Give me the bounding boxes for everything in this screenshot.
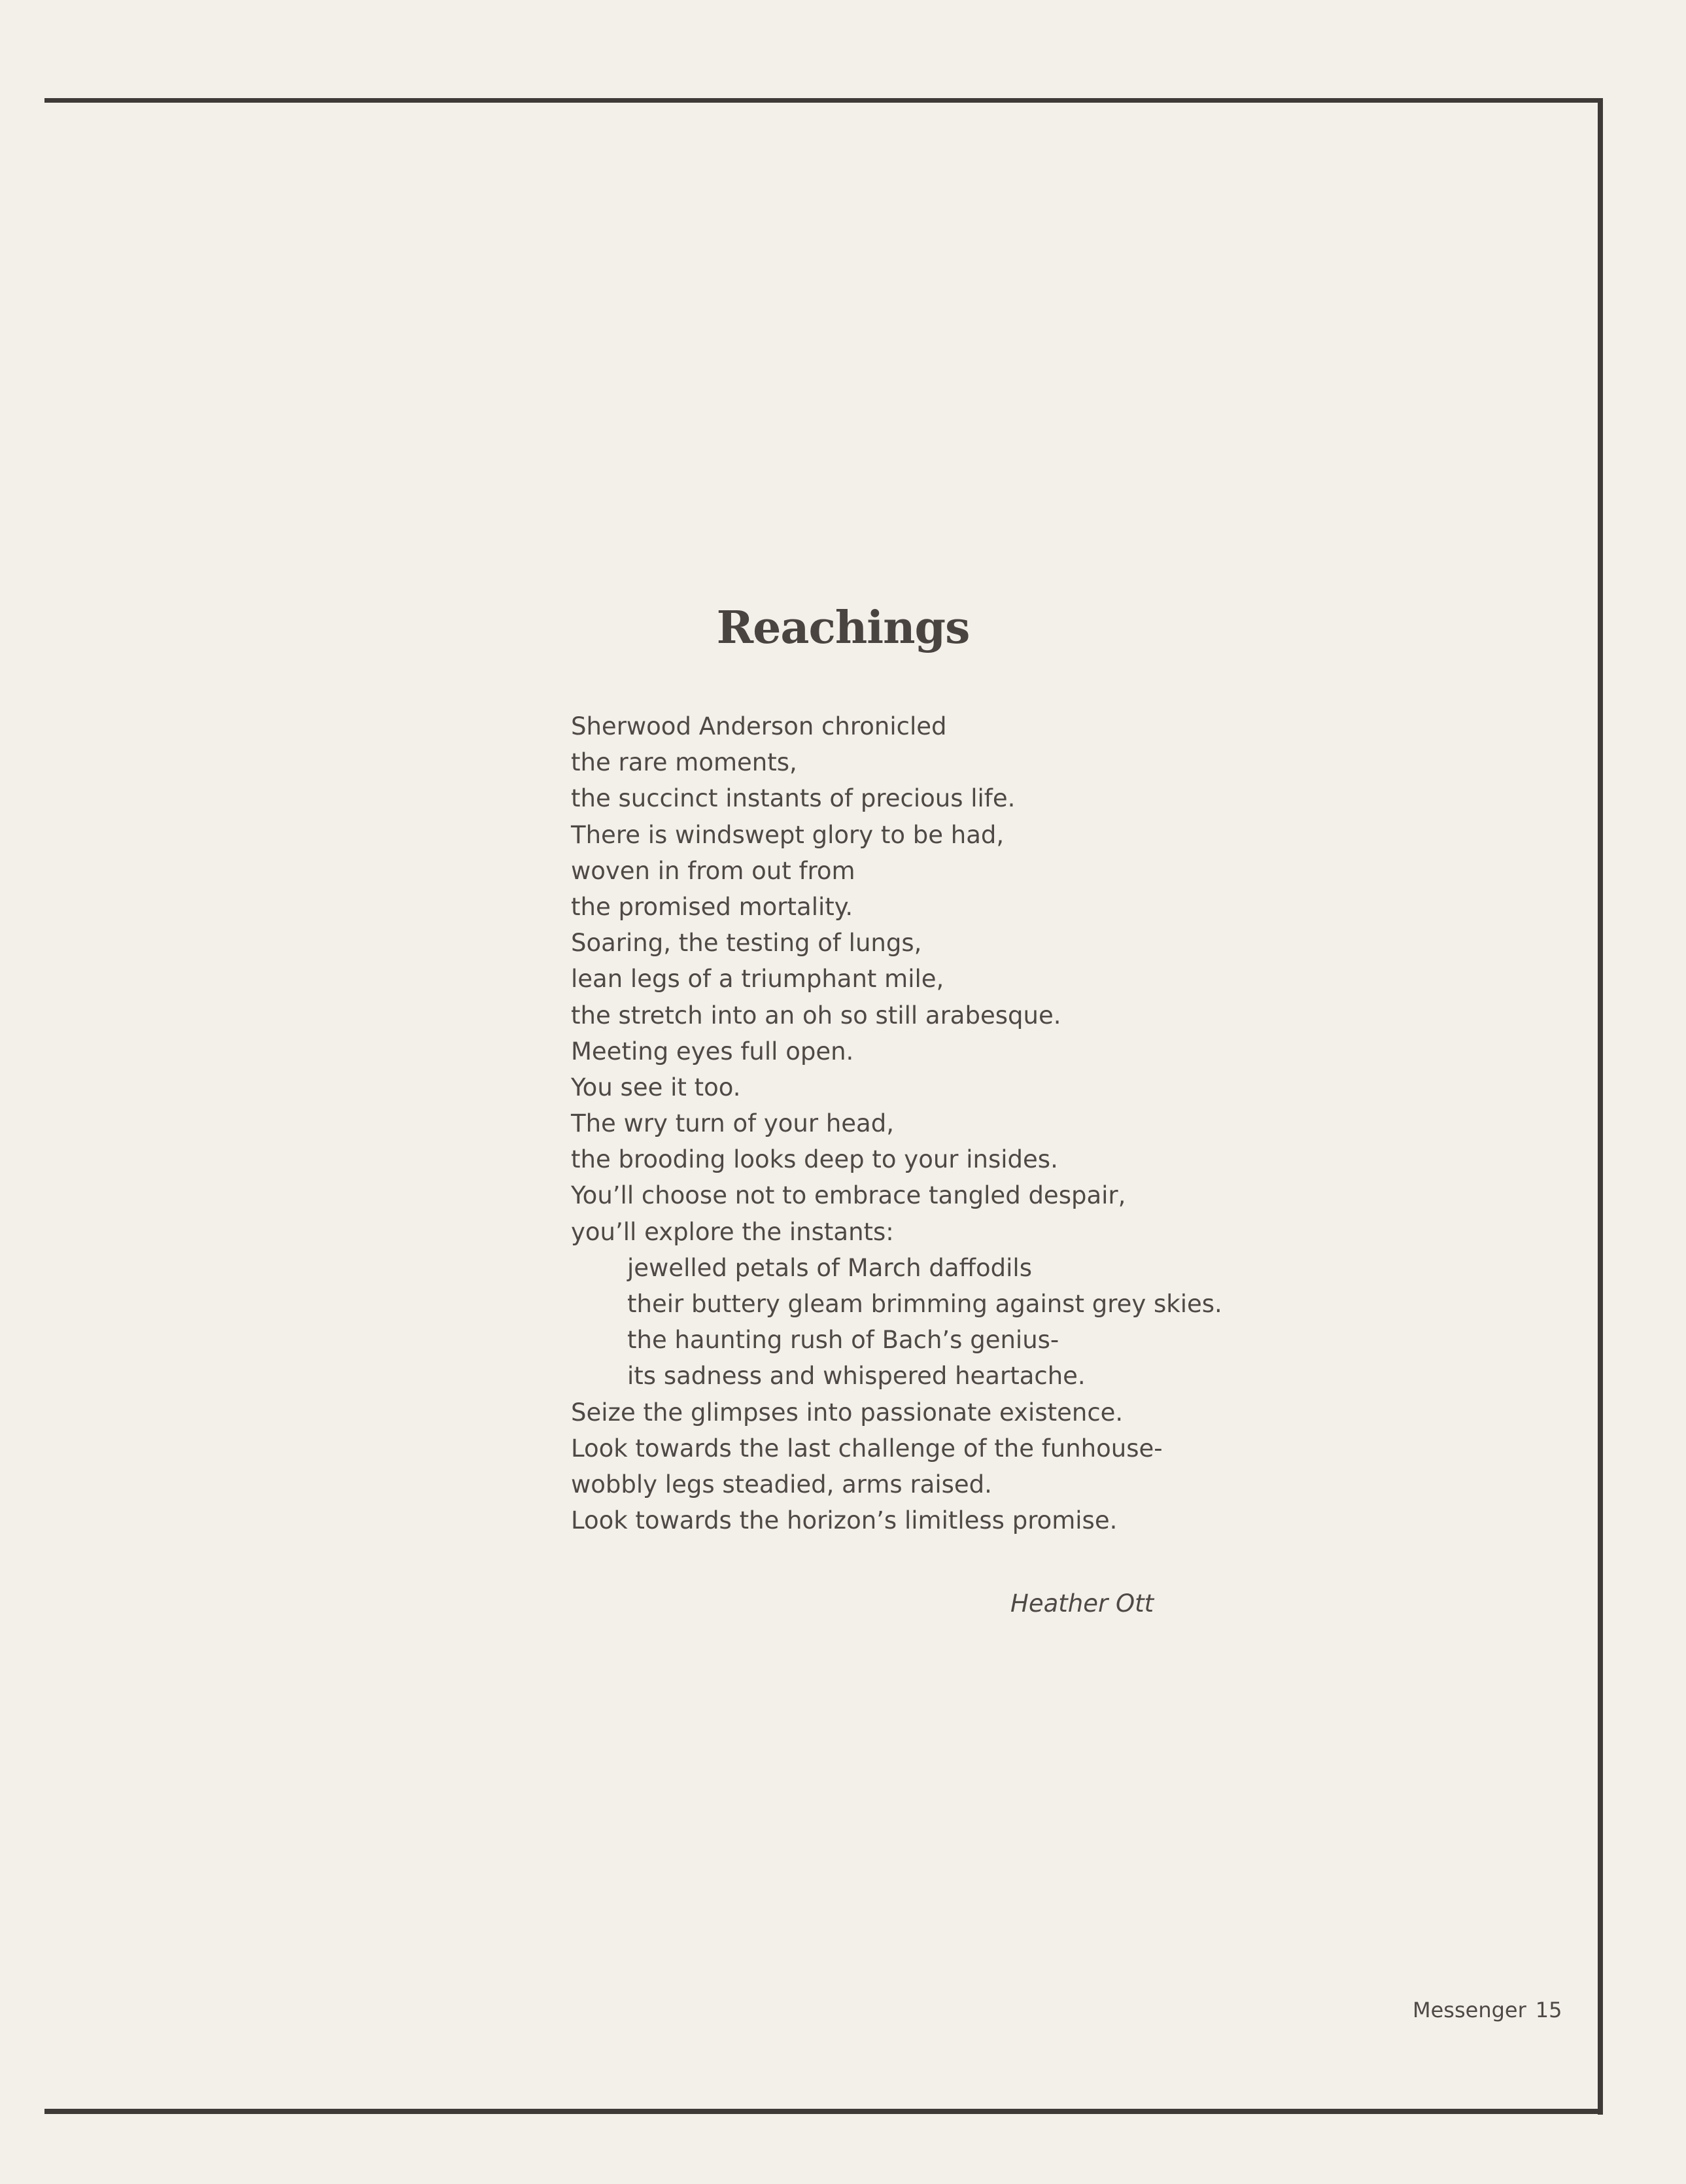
poem-line: There is windswept glory to be had, — [571, 820, 1005, 849]
poem-line: the succinct instants of precious life. — [571, 784, 1016, 813]
poem-line: The wry turn of your head, — [571, 1109, 894, 1138]
page-footer — [1413, 1998, 1562, 2022]
poem-line: You’ll choose not to embrace tangled despair, — [571, 1181, 1126, 1210]
poem-line: wobbly legs steadied, arms raised. — [571, 1470, 992, 1499]
publication-name: Messenger — [1413, 1998, 1526, 2022]
poem-line: You see it too. — [571, 1073, 741, 1101]
poem-line: Look towards the last challenge of the funhouse- — [571, 1434, 1163, 1463]
page-number: 15 — [1535, 1998, 1562, 2022]
poem-line: the brooding looks deep to your insides. — [571, 1145, 1058, 1174]
poem-title: Reachings — [716, 602, 970, 654]
poem-line: the promised mortality. — [571, 892, 853, 921]
poem-line: its sadness and whispered heartache. — [627, 1362, 1086, 1391]
poem-line: lean legs of a triumphant mile, — [571, 965, 944, 994]
poem-line: Look towards the horizon’s limitless promise. — [571, 1506, 1118, 1535]
poem-line: jewelled petals of March daffodils — [627, 1253, 1032, 1282]
page-frame-right-rule — [1598, 98, 1603, 2115]
page-frame-bottom-rule — [44, 2109, 1603, 2114]
poem-line: the stretch into an oh so still arabesque. — [571, 1001, 1061, 1030]
page-frame-top-rule — [44, 98, 1602, 103]
poem-line: Seize the glimpses into passionate existence. — [571, 1398, 1124, 1427]
poem-line: you’ll explore the instants: — [571, 1217, 894, 1246]
poem-author: Heather Ott — [1010, 1589, 1154, 1618]
poem-line: woven in from out from — [571, 856, 855, 885]
poem-line: Meeting eyes full open. — [571, 1037, 854, 1066]
poem-line: Soaring, the testing of lungs, — [571, 929, 922, 958]
poem-line: the haunting rush of Bach’s genius- — [627, 1326, 1059, 1355]
poem-line: the rare moments, — [571, 748, 797, 777]
poem-body — [571, 708, 1487, 1538]
poem-line: their buttery gleam brimming against grey skies. — [627, 1290, 1222, 1318]
poem-line: Sherwood Anderson chronicled — [571, 712, 947, 740]
